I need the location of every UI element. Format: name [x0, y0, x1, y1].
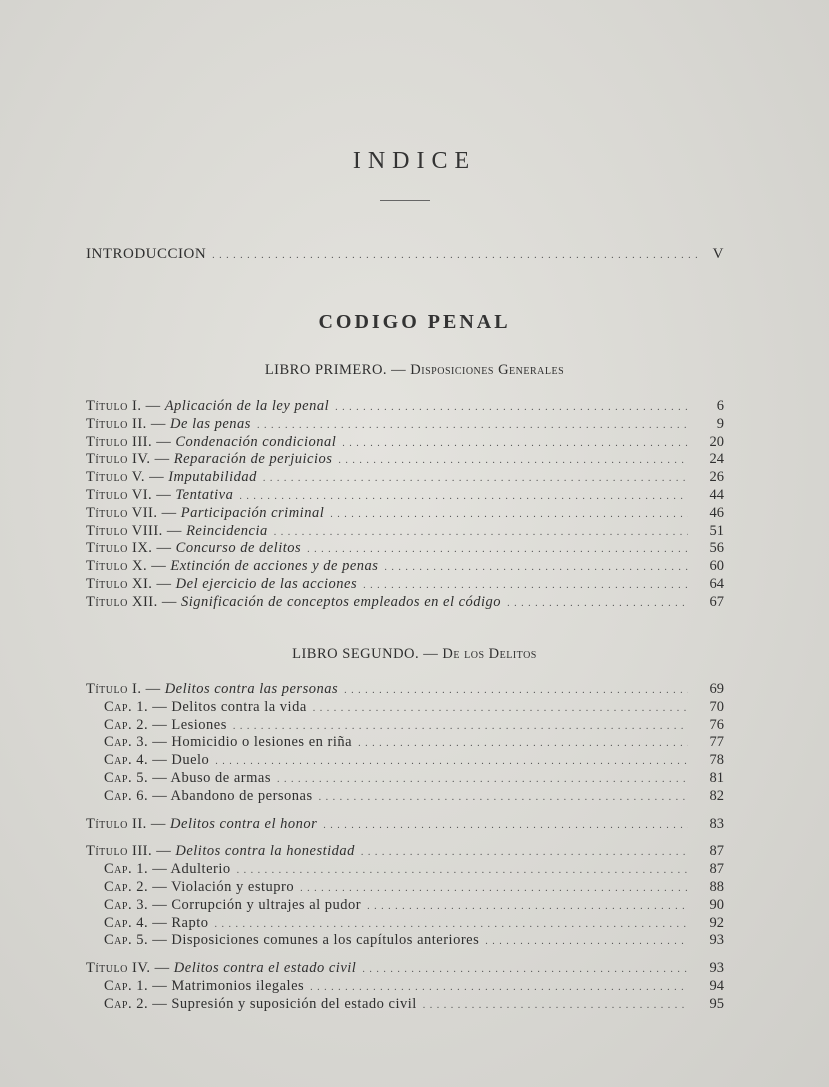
entry-number: VIII. — [127, 522, 187, 539]
entry-keyword: Título [86, 451, 128, 468]
entry-label [86, 861, 231, 878]
entry-keyword: Cap. [104, 716, 133, 733]
capitulo-entry [86, 699, 724, 717]
capitulo-entry [86, 861, 724, 879]
dot-leader [323, 816, 688, 833]
titulo-entry [86, 451, 724, 469]
entry-keyword: Cap. [104, 752, 133, 769]
entry-keyword: Cap. [104, 698, 133, 715]
libro-primero-subtitle: Disposiciones Generales [410, 362, 565, 378]
entry-title: Violación y estupro [171, 878, 295, 895]
entry-label [86, 897, 361, 914]
capitulo-entry [86, 932, 724, 950]
entry-label [86, 960, 356, 977]
entry-page: 69 [709, 681, 724, 697]
entry-page: 77 [709, 734, 724, 751]
entry-label [86, 717, 227, 734]
entry-title: Delitos contra la vida [171, 698, 307, 715]
entry-keyword: Título [86, 469, 128, 486]
entry-title: Delitos contra el estado civil [173, 960, 357, 977]
entry-number: 5. — [132, 932, 172, 949]
entry-title: Concurso de delitos [175, 540, 302, 557]
entry-number: I. — [127, 398, 165, 414]
entry-number: III. — [127, 433, 176, 450]
entry-number: I. — [127, 681, 165, 697]
entry-title: Delitos contra las personas [164, 681, 339, 697]
entry-label [86, 576, 357, 593]
titulo-entry [86, 843, 724, 861]
entry-number: 3. — [132, 734, 172, 751]
group-spacer [86, 806, 724, 816]
libro-segundo-heading: LIBRO SEGUNDO. — De los Delitos [292, 646, 537, 662]
entry-keyword: Cap. [104, 896, 133, 913]
entry-title: Homicidio o lesiones en riña [171, 734, 353, 751]
entry-label [86, 505, 324, 522]
entry-label [86, 451, 332, 468]
entry-page: 93 [709, 932, 724, 949]
entry-label [86, 788, 313, 805]
page-title: INDICE [352, 148, 477, 174]
titulo-entry [86, 523, 724, 541]
entry-label [86, 932, 479, 949]
entry-keyword: Cap. [104, 734, 133, 751]
entry-keyword: Título [86, 843, 128, 860]
entry-number: 4. — [132, 914, 172, 931]
dot-leader [384, 558, 688, 575]
entry-label [86, 523, 268, 540]
entry-title: Imputabilidad [168, 469, 257, 486]
entry-page: 6 [716, 398, 724, 414]
entry-label [86, 469, 257, 486]
entry-keyword: Cap. [104, 787, 133, 804]
capitulo-entry [86, 915, 724, 933]
entry-page: 83 [709, 815, 724, 832]
libro-primero-label: LIBRO PRIMERO. [264, 362, 388, 378]
entry-keyword: Título [86, 960, 128, 977]
entry-keyword: Título [86, 522, 128, 539]
entry-number: II. — [127, 815, 171, 832]
entry-page: 87 [709, 861, 724, 878]
entry-page: 60 [709, 558, 724, 575]
entry-title: Reincidencia [186, 522, 268, 539]
entry-title: Delitos contra el honor [170, 815, 318, 832]
entry-page: 95 [709, 995, 724, 1012]
entry-title: De las penas [170, 415, 251, 432]
entry-number: 1. — [132, 861, 171, 878]
entry-keyword: Cap. [104, 914, 133, 931]
dot-leader [212, 246, 698, 263]
dot-leader [507, 594, 688, 611]
dot-leader [313, 699, 688, 716]
entry-number: III. — [127, 843, 176, 860]
capitulo-entry [86, 996, 724, 1014]
titulo-entry [86, 398, 724, 416]
entry-title: Reparación de perjuicios [173, 451, 333, 468]
entry-page: 81 [709, 769, 724, 786]
dot-leader [344, 681, 688, 698]
dot-leader [335, 398, 688, 415]
dot-leader [485, 932, 688, 949]
dot-leader [274, 523, 688, 540]
entry-number: 1. — [132, 698, 172, 715]
introduction-page: V [712, 246, 724, 262]
dot-leader [423, 996, 688, 1013]
entry-page: 56 [709, 540, 724, 557]
entry-keyword: Título [86, 575, 128, 592]
group-spacer [86, 950, 724, 960]
entry-label [86, 558, 378, 575]
entry-label [86, 699, 307, 716]
entry-keyword: Título [86, 540, 128, 557]
dot-leader [338, 451, 688, 468]
entry-label [86, 752, 209, 769]
libro-primero-heading: LIBRO PRIMERO. — Disposiciones Generales [264, 362, 565, 378]
entry-page: 93 [709, 960, 724, 977]
entry-title: Tentativa [175, 486, 234, 503]
entry-title: Duelo [171, 752, 210, 769]
titulo-entry [86, 416, 724, 434]
entry-number: X. — [127, 558, 171, 575]
entry-keyword: Título [86, 593, 128, 610]
entry-page: 87 [709, 843, 724, 860]
entry-title: Disposiciones comunes a los capítulos anteriores [171, 932, 480, 949]
entry-title: Aplicación de la ley penal [164, 398, 330, 414]
entry-page: 82 [709, 787, 724, 804]
titulo-entry [86, 594, 724, 612]
entry-keyword: Cap. [104, 861, 133, 878]
entry-page: 94 [709, 977, 724, 994]
entry-page: 88 [709, 878, 724, 895]
libro-segundo-subtitle: De los Delitos [442, 646, 537, 662]
entry-label [86, 594, 501, 611]
title-divider [380, 200, 430, 201]
dot-leader [215, 752, 688, 769]
titulo-entry [86, 434, 724, 452]
capitulo-entry [86, 897, 724, 915]
titulo-entry [86, 576, 724, 594]
entry-title: Condenación condicional [175, 433, 337, 450]
entry-page: 26 [709, 469, 724, 486]
entry-title: Significación de conceptos empleados en el código [181, 593, 502, 610]
entry-title: Extinción de acciones y de penas [170, 558, 379, 575]
dot-leader [257, 416, 688, 433]
entry-number: IV. — [127, 960, 174, 977]
dot-leader [263, 469, 688, 486]
dot-leader [233, 717, 688, 734]
titulo-entry [86, 505, 724, 523]
titulo-entry [86, 540, 724, 558]
capitulo-entry [86, 734, 724, 752]
entry-title: Adulterio [170, 861, 231, 878]
entry-title: Abuso de armas [170, 769, 271, 786]
entry-keyword: Título [86, 558, 128, 575]
dot-leader [342, 434, 688, 451]
dot-leader [362, 960, 688, 977]
entry-page: 67 [709, 593, 724, 610]
entry-keyword: Cap. [104, 995, 133, 1012]
libro-primero-toc [86, 398, 724, 612]
entry-keyword: Cap. [104, 769, 133, 786]
entry-keyword: Cap. [104, 977, 133, 994]
entry-page: 51 [709, 522, 724, 539]
capitulo-entry [86, 770, 724, 788]
entry-keyword: Título [86, 815, 128, 832]
entry-number: 6. — [132, 787, 171, 804]
titulo-entry [86, 960, 724, 978]
dot-leader [214, 915, 688, 932]
entry-label [86, 734, 352, 751]
entry-number: IV. — [127, 451, 174, 468]
entry-title: Rapto [171, 914, 209, 931]
introduction-entry [86, 246, 724, 266]
dot-leader [319, 788, 688, 805]
entry-keyword: Título [86, 681, 128, 697]
entry-label [86, 879, 294, 896]
dot-leader [363, 576, 688, 593]
capitulo-entry [86, 788, 724, 806]
entry-title: Supresión y suposición del estado civil [171, 995, 417, 1012]
entry-title: Delitos contra la honestidad [175, 843, 355, 860]
libro-segundo-toc [86, 681, 724, 1014]
entry-title: Del ejercicio de las acciones [175, 575, 358, 592]
entry-page: 92 [709, 914, 724, 931]
entry-keyword: Título [86, 415, 128, 432]
capitulo-entry [86, 978, 724, 996]
libro-segundo-label: LIBRO SEGUNDO. [292, 646, 420, 662]
entry-number: 5. — [132, 769, 171, 786]
entry-number: II. — [127, 415, 171, 432]
dot-leader [277, 770, 688, 787]
entry-number: 1. — [132, 977, 172, 994]
entry-label [86, 540, 301, 557]
entry-title: Matrimonios ilegales [171, 977, 305, 994]
entry-label [86, 816, 317, 833]
entry-page: 46 [709, 504, 724, 521]
dot-leader [239, 487, 688, 504]
entry-label [86, 996, 417, 1013]
entry-title: Abandono de personas [170, 787, 313, 804]
group-spacer [86, 833, 724, 843]
dot-leader [330, 505, 688, 522]
capitulo-entry [86, 717, 724, 735]
entry-label [86, 416, 251, 433]
entry-number: XII. — [127, 593, 181, 610]
titulo-entry [86, 816, 724, 834]
entry-page: 78 [709, 752, 724, 769]
entry-number: V. — [127, 469, 169, 486]
entry-title: Lesiones [171, 716, 227, 733]
titulo-entry [86, 558, 724, 576]
entry-number: IX. — [127, 540, 176, 557]
entry-page: 64 [709, 575, 724, 592]
entry-keyword: Cap. [104, 878, 133, 895]
dot-leader [310, 978, 688, 995]
entry-label [86, 434, 336, 451]
entry-label [86, 398, 329, 415]
entry-keyword: Título [86, 398, 128, 414]
dot-leader [361, 843, 688, 860]
entry-number: 2. — [132, 878, 172, 895]
dot-leader [307, 540, 688, 557]
entry-page: 70 [709, 698, 724, 715]
entry-label [86, 915, 208, 932]
dot-leader [300, 879, 688, 896]
entry-label [86, 487, 233, 504]
entry-number: VI. — [127, 486, 176, 503]
introduction-label: INTRODUCCION [86, 246, 207, 262]
entry-number: 2. — [132, 995, 172, 1012]
entry-number: 2. — [132, 716, 172, 733]
entry-keyword: Título [86, 433, 128, 450]
entry-label [86, 681, 338, 698]
entry-page: 90 [709, 896, 724, 913]
entry-page: 24 [709, 451, 724, 468]
entry-label [86, 770, 271, 787]
entry-page: 20 [709, 433, 724, 450]
entry-page: 44 [709, 486, 724, 503]
entry-number: 4. — [132, 752, 172, 769]
code-title: CODIGO PENAL [318, 311, 511, 333]
titulo-entry [86, 487, 724, 505]
entry-keyword: Título [86, 504, 128, 521]
capitulo-entry [86, 752, 724, 770]
entry-title: Corrupción y ultrajes al pudor [171, 896, 362, 913]
entry-keyword: Cap. [104, 932, 133, 949]
entry-title: Participación criminal [180, 504, 325, 521]
entry-number: XI. — [127, 575, 176, 592]
entry-number: 3. — [132, 896, 172, 913]
entry-number: VII. — [127, 504, 181, 521]
entry-page: 76 [709, 716, 724, 733]
titulo-entry [86, 681, 724, 699]
entry-label [86, 978, 304, 995]
entry-label [86, 843, 355, 860]
entry-keyword: Título [86, 486, 128, 503]
entry-page: 9 [716, 415, 724, 432]
dot-leader [367, 897, 688, 914]
dot-leader [358, 734, 688, 751]
capitulo-entry [86, 879, 724, 897]
titulo-entry [86, 469, 724, 487]
dot-leader [237, 861, 688, 878]
